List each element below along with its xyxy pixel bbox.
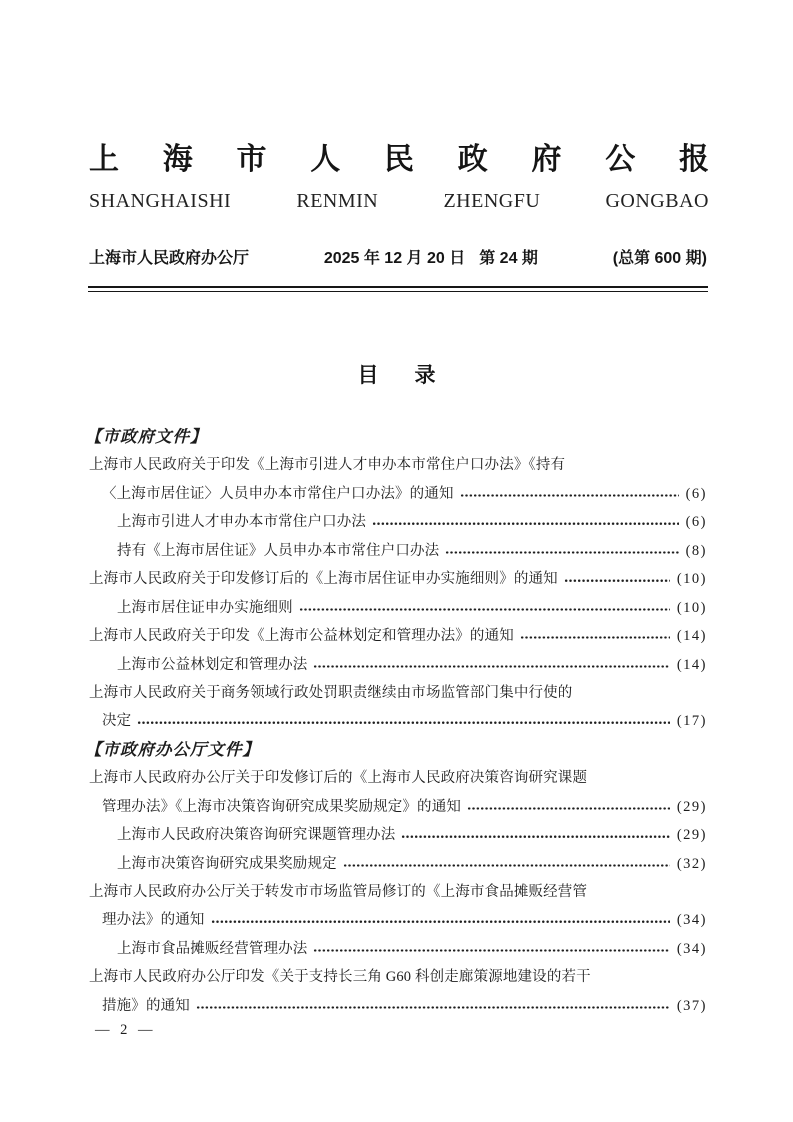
masthead-divider-rule xyxy=(88,286,708,292)
toc-dot-leader xyxy=(211,920,670,924)
issue-number: 第 24 期 xyxy=(479,250,538,267)
toc-entry-text: 上海市人民政府办公厅印发《关于支持长三角 G60 科创走廊策源地建设的若干 xyxy=(89,969,591,986)
toc-page-number: (14) xyxy=(676,656,707,673)
toc-dot-leader xyxy=(137,721,670,725)
toc-entry xyxy=(89,679,707,707)
toc-dot-leader xyxy=(467,806,670,810)
toc-page-number: (6) xyxy=(685,485,707,502)
cumulative-issue-number: (总第 600 期) xyxy=(612,250,707,267)
toc-entry-text: 【市政府文件】 xyxy=(85,427,208,446)
toc-dot-leader xyxy=(460,493,679,497)
toc-entry xyxy=(89,764,707,792)
toc-entry-text: 上海市居住证申办实施细则 xyxy=(117,599,293,616)
toc-section-heading xyxy=(85,423,707,451)
toc-entry-text: 决定 xyxy=(102,713,132,730)
toc-dot-leader xyxy=(343,863,670,867)
issuer-name: 上海市人民政府办公厅 xyxy=(89,250,250,267)
masthead-title-char: 海 xyxy=(162,143,193,176)
toc-section-heading xyxy=(85,736,707,764)
masthead-pinyin-word: SHANGHAISHI xyxy=(89,190,232,212)
toc-page-number: (29) xyxy=(676,798,707,815)
toc-entry xyxy=(89,793,707,821)
toc-entry-text: 上海市食品摊贩经营管理办法 xyxy=(117,940,308,957)
toc-entry xyxy=(89,622,707,650)
toc-entry xyxy=(89,508,707,536)
masthead-title-char: 民 xyxy=(384,143,414,176)
toc-entry xyxy=(89,935,707,963)
masthead-pinyin-word: GONGBAO xyxy=(605,190,709,212)
toc-dot-leader xyxy=(372,522,679,526)
toc-entry-text: 上海市人民政府决策咨询研究课题管理办法 xyxy=(117,827,396,844)
toc-entry xyxy=(89,480,707,508)
toc-entry-text: 〈上海市居住证〉人员申办本市常住户口办法》的通知 xyxy=(102,485,454,502)
toc-page-number: (17) xyxy=(676,713,707,730)
toc-dot-leader xyxy=(196,1005,670,1009)
toc-dot-leader xyxy=(445,550,678,554)
toc-entry xyxy=(89,906,707,934)
masthead-pinyin xyxy=(89,189,709,213)
contents-heading-char: 录 xyxy=(414,364,436,387)
issue-info-bar xyxy=(89,247,707,271)
toc-entry xyxy=(89,992,707,1020)
masthead-pinyin-word: ZHENGFU xyxy=(443,190,541,212)
toc-page-number: (29) xyxy=(676,827,707,844)
toc-page-number: (8) xyxy=(685,542,707,559)
toc-page-number: (34) xyxy=(676,912,707,929)
toc-entry-text: 【市政府办公厅文件】 xyxy=(85,739,260,759)
contents-heading xyxy=(0,363,793,389)
masthead-title-char: 公 xyxy=(605,143,636,176)
toc-page-number: (6) xyxy=(685,514,707,531)
contents-heading-char: 目 xyxy=(357,364,379,387)
issue-date-group xyxy=(324,247,538,271)
toc-entry xyxy=(89,878,707,906)
masthead-pinyin-word: RENMIN xyxy=(296,190,379,212)
toc-entry xyxy=(89,594,707,622)
toc-entry xyxy=(89,850,707,878)
toc-entry-text: 措施》的通知 xyxy=(102,997,190,1014)
masthead-title xyxy=(89,142,709,178)
toc-entry-text: 上海市引进人才申办本市常住户口办法 xyxy=(117,514,367,531)
toc-dot-leader xyxy=(564,579,670,583)
toc-dot-leader xyxy=(401,835,669,839)
masthead-title-char: 人 xyxy=(310,143,341,176)
masthead-title-char: 报 xyxy=(679,143,709,176)
toc-page-number: (32) xyxy=(676,855,707,872)
toc-entry-text: 上海市人民政府关于商务领域行政处罚职责继续由市场监管部门集中行使的 xyxy=(89,684,573,701)
masthead-title-char: 政 xyxy=(457,143,488,176)
masthead-title-char: 市 xyxy=(236,143,267,176)
masthead-title-char: 上 xyxy=(89,143,119,176)
toc-entry xyxy=(89,821,707,849)
toc-entry-text: 上海市人民政府办公厅关于转发市市场监管局修订的《上海市食品摊贩经营管 xyxy=(89,884,588,900)
toc-entry-text: 上海市人民政府办公厅关于印发修订后的《上海市人民政府决策咨询研究课题 xyxy=(89,770,588,787)
page-number-footer: — 2 — xyxy=(95,1022,154,1038)
toc-entry-text: 理办法》的通知 xyxy=(102,912,205,929)
masthead-title-char: 府 xyxy=(531,143,562,176)
toc-entry xyxy=(89,451,707,479)
toc-entry-text: 管理办法》《上海市决策咨询研究成果奖励规定》的通知 xyxy=(102,798,461,815)
toc-entry-text: 上海市人民政府关于印发《上海市公益林划定和管理办法》的通知 xyxy=(89,628,514,645)
table-of-contents xyxy=(85,423,707,1020)
toc-page-number: (10) xyxy=(676,571,707,588)
toc-entry-text: 上海市决策咨询研究成果奖励规定 xyxy=(117,855,337,872)
toc-page-number: (14) xyxy=(676,628,707,645)
toc-dot-leader xyxy=(520,636,670,640)
toc-dot-leader xyxy=(313,664,669,668)
toc-entry xyxy=(89,651,707,679)
toc-page-number: (10) xyxy=(676,599,707,616)
toc-entry xyxy=(89,963,707,991)
toc-entry-text: 持有《上海市居住证》人员申办本市常住户口办法 xyxy=(117,542,440,559)
toc-page-number: (37) xyxy=(676,997,707,1014)
toc-entry-text: 上海市人民政府关于印发《上海市引进人才申办本市常住户口办法》《持有 xyxy=(89,457,566,474)
toc-dot-leader xyxy=(313,948,669,952)
toc-entry xyxy=(89,537,707,565)
toc-page-number: (34) xyxy=(676,940,707,957)
toc-dot-leader xyxy=(299,607,670,611)
toc-entry xyxy=(89,565,707,593)
toc-entry-text: 上海市人民政府关于印发修订后的《上海市居住证申办实施细则》的通知 xyxy=(89,571,558,588)
toc-entry xyxy=(89,707,707,735)
issue-date: 2025 年 12 月 20 日 xyxy=(323,250,466,267)
toc-entry-text: 上海市公益林划定和管理办法 xyxy=(117,656,308,673)
